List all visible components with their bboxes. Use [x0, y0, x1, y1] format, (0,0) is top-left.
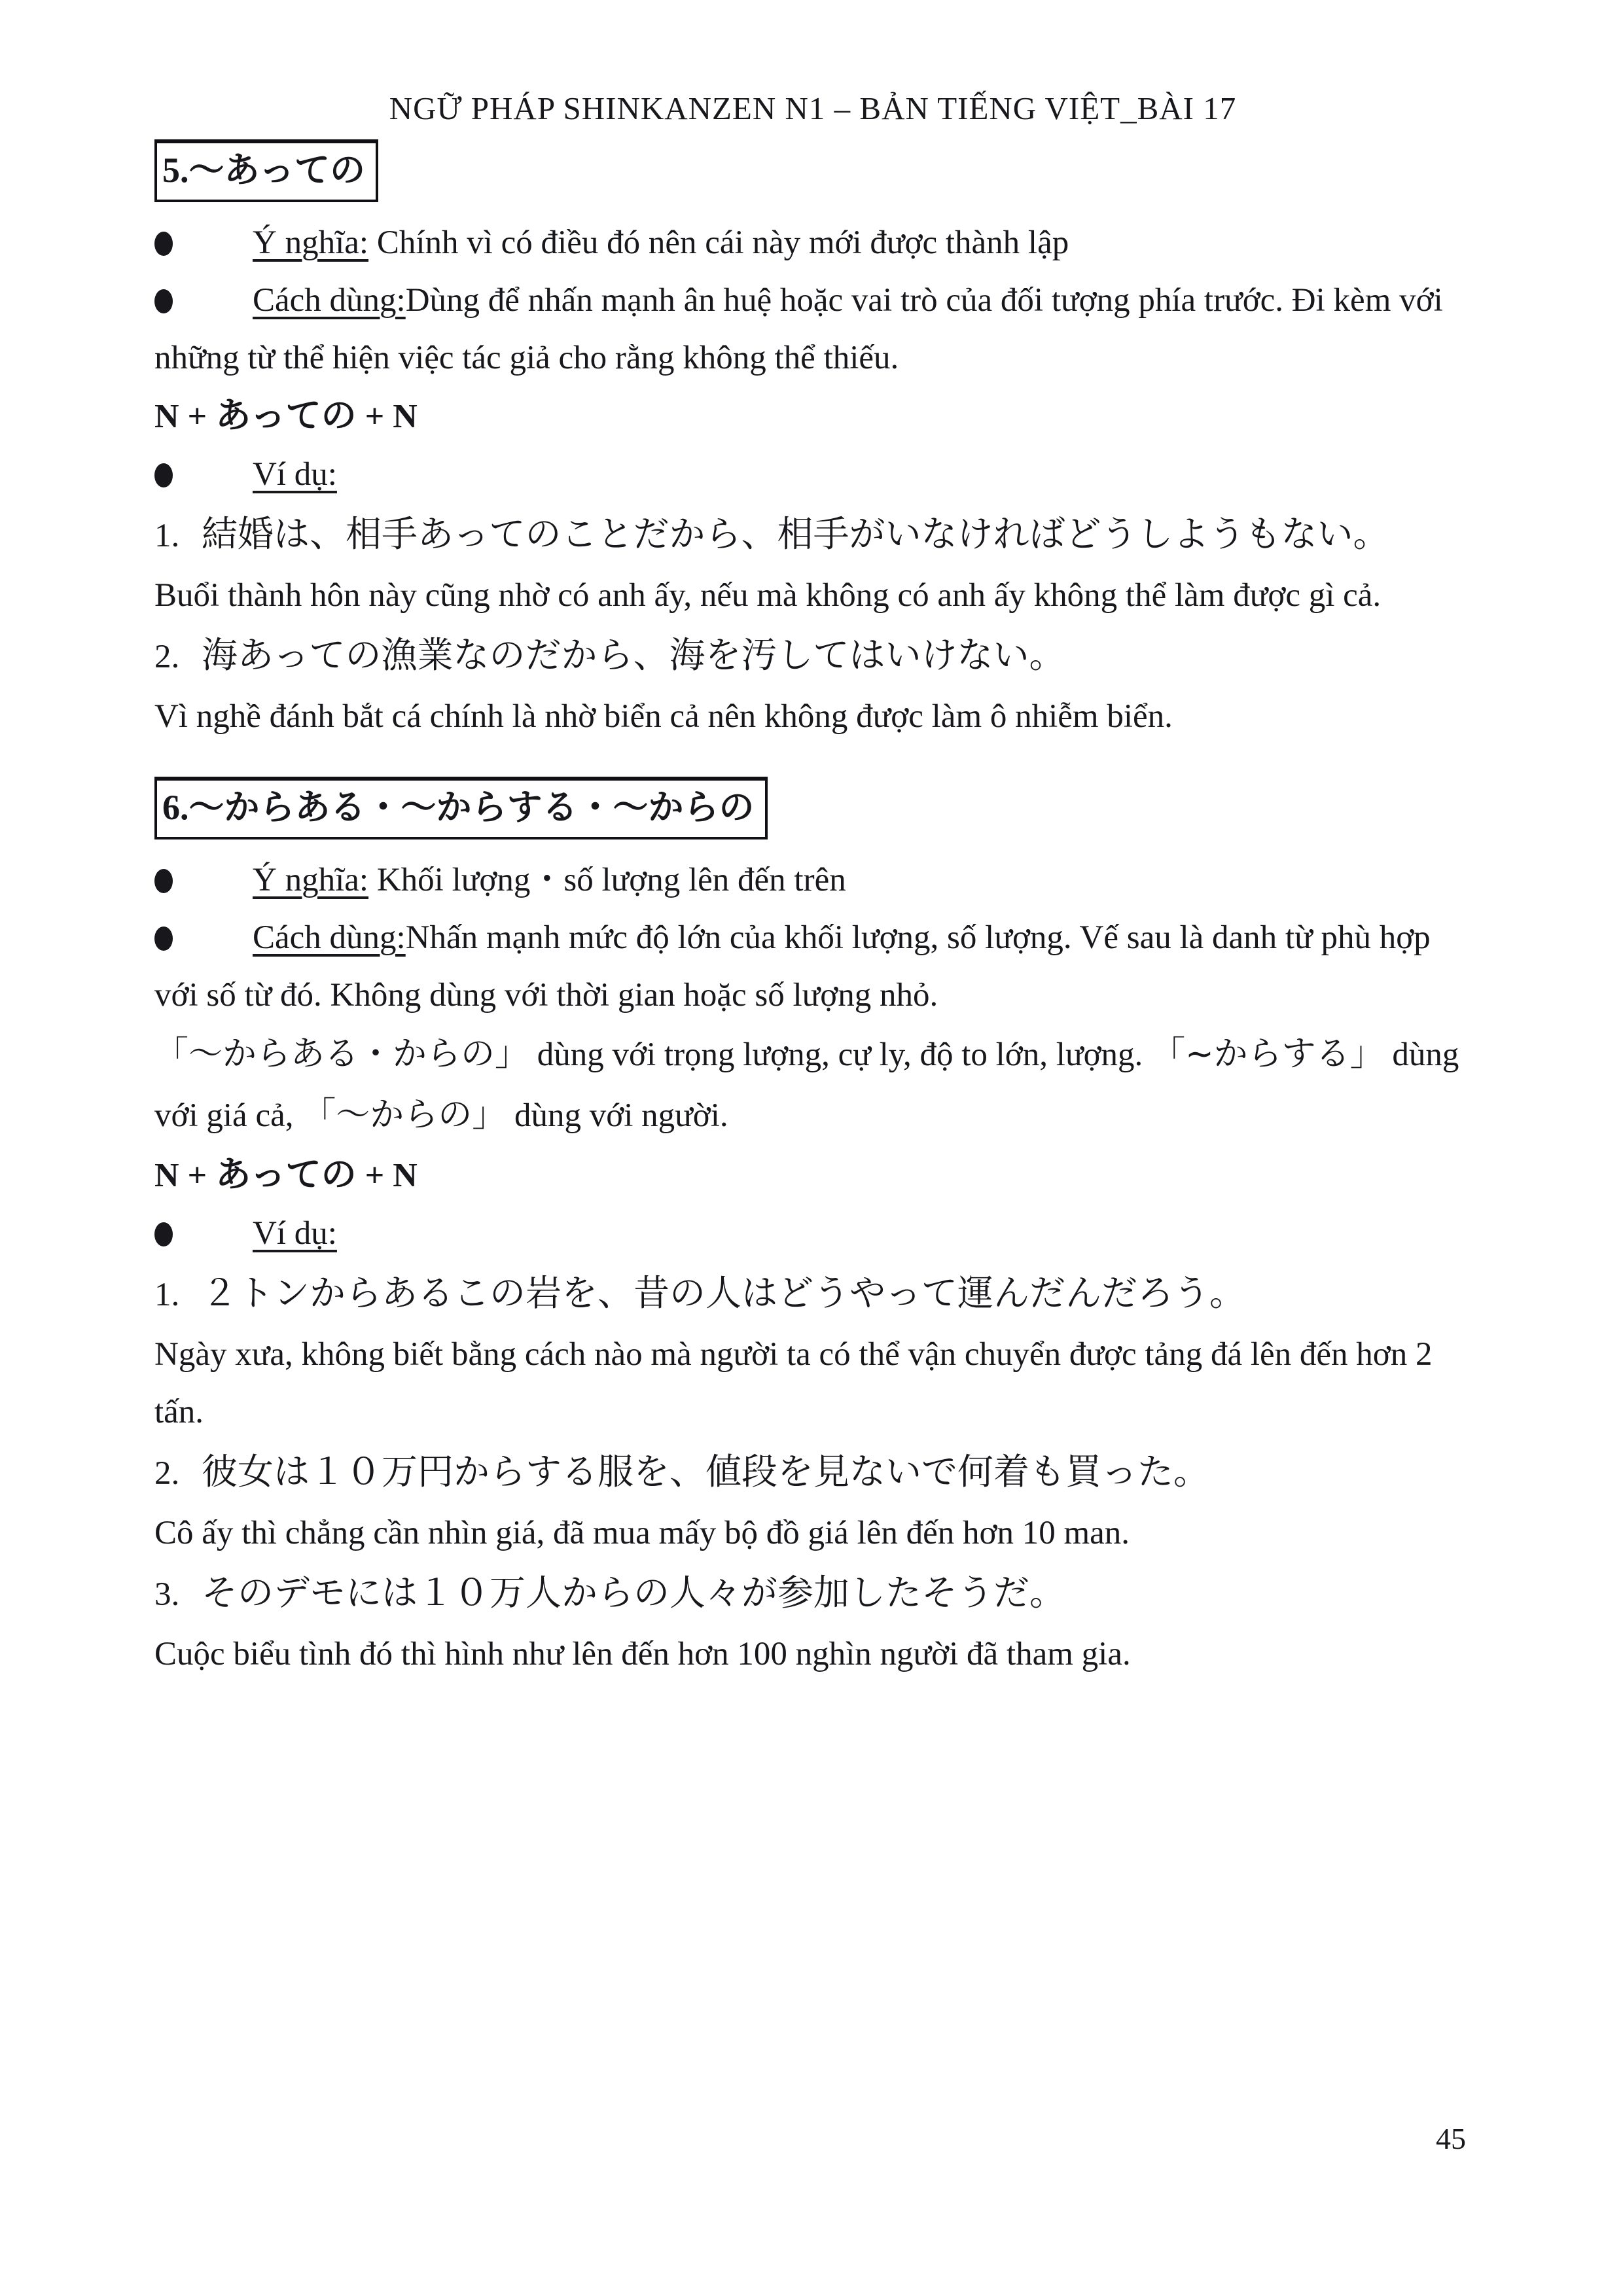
example-label-line: [154, 446, 1471, 503]
grammar-number: 5.: [162, 150, 189, 190]
example-translation: Cuộc biểu tình đó thì hình như lên đến hơn 100 nghìn người đã tham gia.: [154, 1636, 1131, 1672]
meaning-line: [154, 214, 1471, 272]
example-label: Ví dụ:: [253, 1215, 337, 1252]
note-text: dùng với trọng lượng, cự ly, độ to lớn, lượng.: [529, 1036, 1152, 1073]
example-jp-text: 彼女は１０万円からする服を、値段を見ないで何着も買った。: [202, 1451, 1210, 1492]
bullet-icon: [154, 869, 173, 893]
usage-text: Nhấn mạnh mức độ lớn của khối lượng, số lượng. Vế sau là danh từ phù hợp với số từ đó. Không dùng với thời gian hoặc số lượng nhỏ.: [154, 919, 1431, 1014]
pattern-post: + N: [356, 1157, 418, 1194]
example-jp-text: 結婚は、相手あってのことだから、相手がいなければどうしようもない。: [202, 513, 1389, 555]
note-text: dùng với người.: [506, 1097, 728, 1134]
jp-phrase: 「～からの」: [302, 1095, 507, 1135]
meaning-text: Chính vì có điều đó nên cái này mới được thành lập: [368, 224, 1069, 261]
bullet-icon: [154, 1222, 173, 1246]
grammar-pattern-title: ～あっての: [188, 149, 365, 190]
example-translation: Ngày xưa, không biết bằng cách nào mà người ta có thể vận chuyển được tảng đá lên đến hơn 2 tấn.: [154, 1336, 1433, 1430]
jp-phrase: 「～からある・からの」: [154, 1034, 529, 1074]
example-translation: Buổi thành hôn này cũng nhờ có anh ấy, nếu mà không có anh ấy không thể làm được gì cả.: [154, 577, 1382, 614]
pattern-line: [154, 1146, 1471, 1205]
usage-line: [154, 272, 1471, 387]
example-number: 2.: [154, 639, 180, 675]
example-jp-text: そのデモには１０万人からの人々が参加したそうだ。: [202, 1572, 1066, 1614]
usage-label: Cách dùng:: [253, 282, 406, 319]
pattern-jp: あっての: [215, 1154, 357, 1195]
grammar-pattern-title: ～からある・～からする・～からの: [188, 786, 755, 828]
usage-text: Dùng để nhấn mạnh ân huệ hoặc vai trò của đối tượng phía trước. Đi kèm với những từ thể hiện việc tác giả cho rằng không thể thiếu.: [154, 282, 1443, 376]
usage-note-line: [154, 1024, 1471, 1146]
example-label: Ví dụ:: [253, 456, 337, 493]
jp-phrase: 「~からする」: [1151, 1034, 1384, 1074]
example-japanese: [154, 503, 1471, 567]
bullet-icon: [154, 289, 173, 313]
bullet-icon: [154, 463, 173, 487]
meaning-line: [154, 851, 1471, 909]
meaning-label: Ý nghĩa:: [253, 862, 369, 898]
example-japanese: [154, 1262, 1471, 1326]
pattern-jp: あっての: [215, 395, 357, 436]
example-japanese: [154, 624, 1471, 688]
pattern-pre: N +: [154, 1157, 216, 1194]
bullet-icon: [154, 232, 173, 256]
section-5: [154, 129, 1471, 745]
grammar-number: 6.: [162, 788, 189, 827]
example-translation: Cô ấy thì chẳng cần nhìn giá, đã mua mấy bộ đồ giá lên đến hơn 10 man.: [154, 1515, 1130, 1551]
example-japanese: [154, 1562, 1471, 1625]
example-japanese: [154, 1441, 1471, 1504]
pattern-line: [154, 387, 1471, 446]
page-header: NGỮ PHÁP SHINKANZEN N1 – BẢN TIẾNG VIỆT_BÀI 17: [389, 90, 1237, 126]
example-number: 1.: [154, 1277, 180, 1313]
meaning-text: Khối lượng・số lượng lên đến trên: [368, 862, 846, 898]
usage-line: [154, 909, 1471, 1024]
example-number: 3.: [154, 1576, 180, 1613]
pattern-pre: N +: [154, 398, 216, 435]
example-label-line: [154, 1205, 1471, 1262]
pattern-post: + N: [356, 398, 418, 435]
grammar-box-6: [154, 777, 768, 839]
example-translation: Vì nghề đánh bắt cá chính là nhờ biển cả nên không được làm ô nhiễm biển.: [154, 698, 1173, 735]
grammar-box-5: [154, 139, 378, 202]
note-text: dùng với giá cả,: [154, 1036, 1459, 1134]
example-number: 1.: [154, 518, 180, 554]
section-6: [154, 745, 1471, 1683]
example-jp-text: ２トンからあるこの岩を、昔の人はどうやって運んだんだろう。: [202, 1272, 1246, 1314]
meaning-label: Ý nghĩa:: [253, 224, 369, 261]
page-number: 45: [1436, 2122, 1466, 2155]
usage-label: Cách dùng:: [253, 919, 406, 956]
bullet-icon: [154, 927, 173, 951]
example-number: 2.: [154, 1455, 180, 1492]
example-jp-text: 海あっての漁業なのだから、海を汚してはいけない。: [202, 634, 1065, 676]
